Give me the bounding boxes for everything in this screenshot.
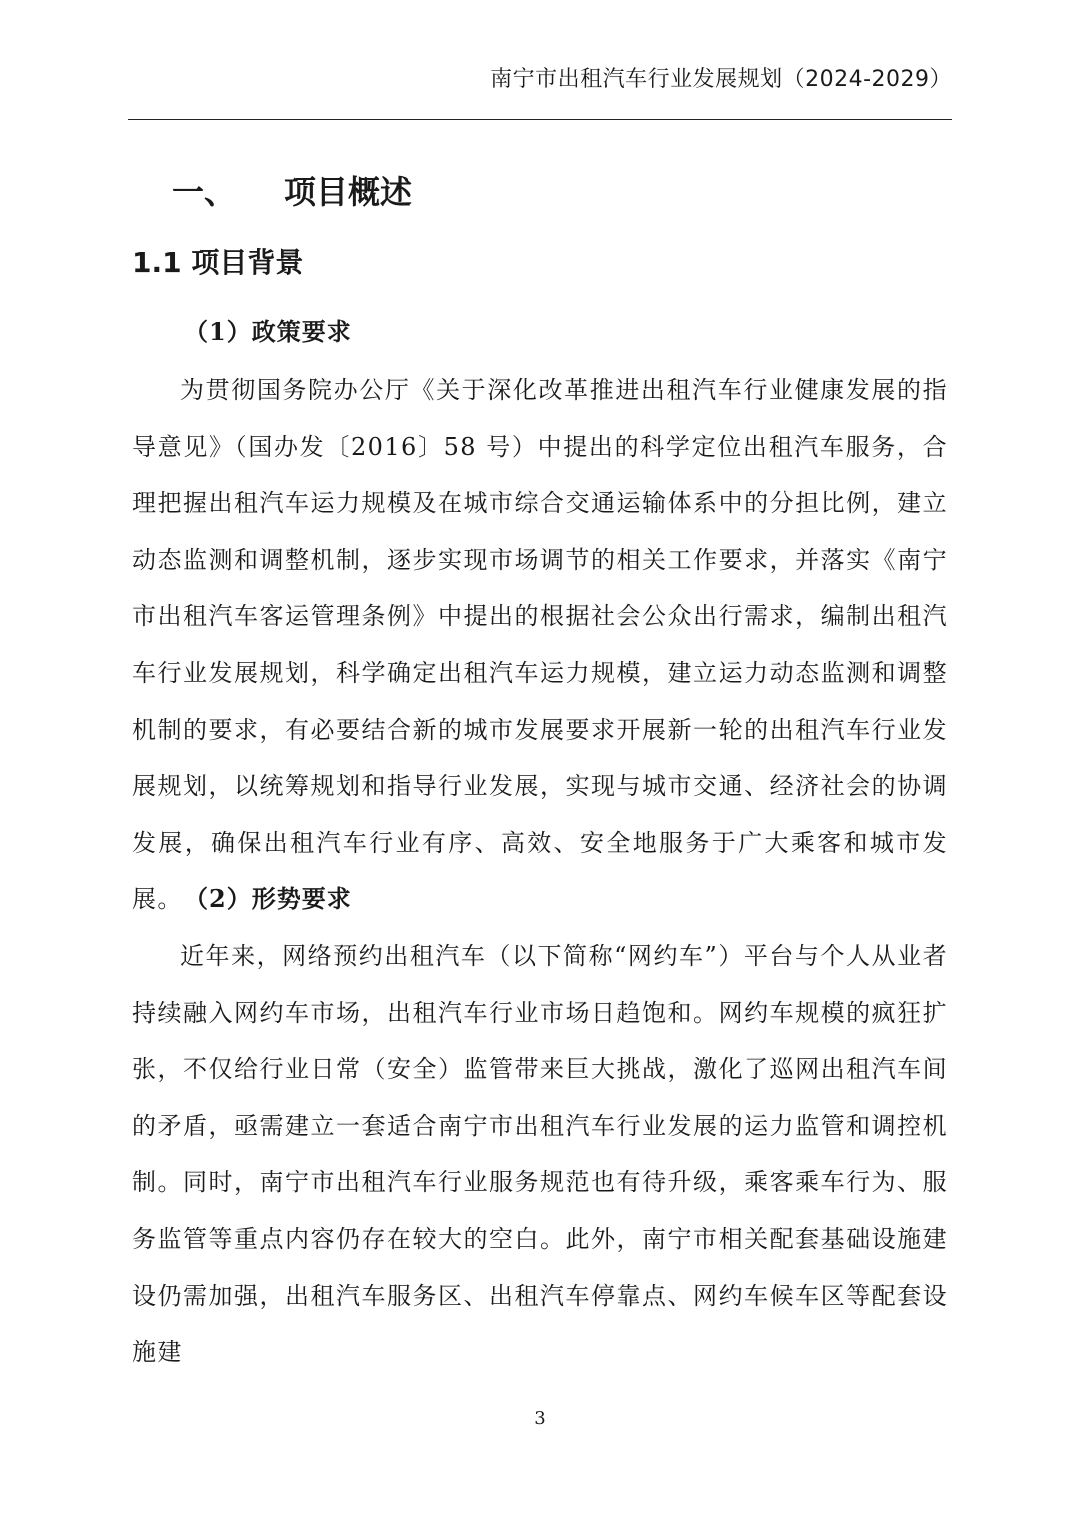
- policy-paragraph: 为贯彻国务院办公厅《关于深化改革推进出租汽车行业健康发展的指导意见》（国办发〔2016〕58 号）中提出的科学定位出租汽车服务，合理把握出租汽车运力规模及在城市综合交通运输体系中的分担比例，建立动态监测和调整机制，逐步实现市场调节的相关工作要求，并落实《南宁市出租汽车客运管理条例》中提出的根据社会公众出行需求，编制出租汽车行业发展规划，科学确定出租汽车运力规模，建立运力动态监测和调整机制的要求，有必要结合新的城市发展要求开展新一轮的出租汽车行业发展规划，以统筹规划和指导行业发展，实现与城市交通、经济社会的协调发展，确保出租汽车行业有序、高效、安全地服务于广大乘客和城市发展。: [132, 376, 948, 914]
- chapter-title-text: 项目概述: [284, 173, 413, 211]
- subsection-heading-situation: （2）形势要求: [184, 884, 352, 913]
- running-header: 南宁市出租汽车行业发展规划（2024-2029）: [490, 67, 952, 92]
- chapter-number: 一、: [172, 173, 237, 211]
- subsection-heading-policy: （1）政策要求: [184, 317, 352, 346]
- header-rule: [128, 119, 952, 120]
- section-title: 1.1 项目背景: [132, 246, 304, 279]
- page-number: 3: [534, 1408, 546, 1429]
- situation-paragraph: 近年来，网络预约出租汽车（以下简称“网约车”）平台与个人从业者持续融入网约车市场，出租汽车行业市场日趋饱和。网约车规模的疯狂扩张，不仅给行业日常（安全）监管带来巨大挑战，激化了巡网出租汽车间的矛盾，亟需建立一套适合南宁市出租汽车行业发展的运力监管和调控机制。同时，南宁市出租汽车行业服务规范也有待升级，乘客乘车行为、服务监管等重点内容仍存在较大的空白。此外，南宁市相关配套基础设施建设仍需加强，出租汽车服务区、出租汽车停靠点、网约车候车区等配套设施建: [132, 942, 948, 1367]
- chapter-title: [172, 168, 412, 216]
